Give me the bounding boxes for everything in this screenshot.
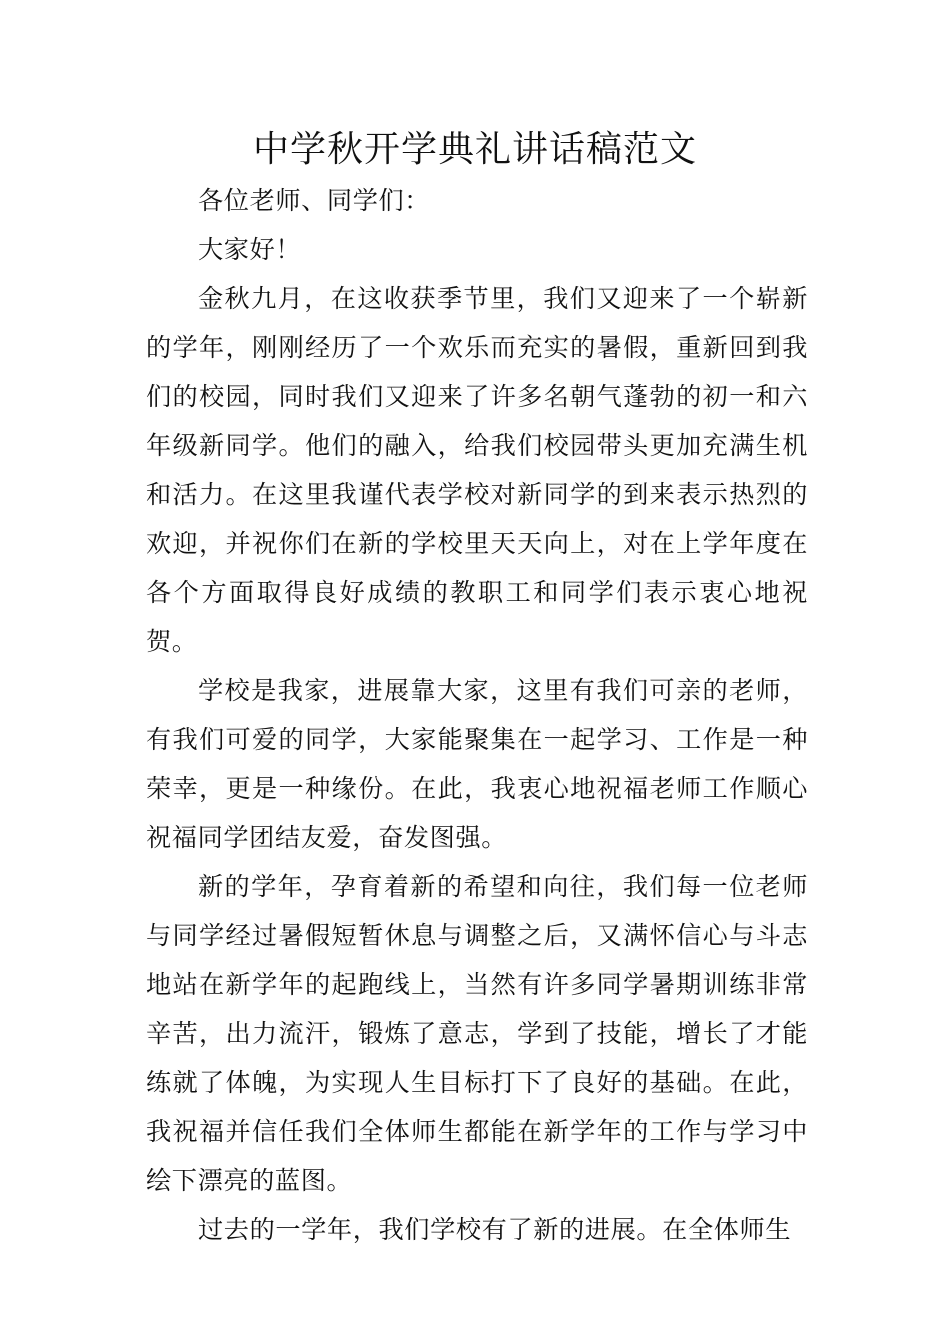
greeting: 大家好！	[198, 235, 302, 264]
paragraph: 新的学年，孕育着新的希望和向往，我们每一位老师与同学经过暑假短暂休息与调整之后，又满怀信心与斗志地站在新学年的起跑线上，当然有许多同学暑期训练非常辛苦，出力流汗，锻炼了意志，学到了技能，增长了才能练就了体魄，为实现人生目标打下了良好的基础。在此，我祝福并信任我们全体师生都能在新学年的工作与学习中绘下漂亮的蓝图。	[146, 872, 808, 1195]
document-title: 中学秋开学典礼讲话稿范文	[252, 129, 697, 170]
document-body	[146, 176, 808, 1254]
paragraph: 金秋九月，在这收获季节里，我们又迎来了一个崭新的学年，刚刚经历了一个欢乐而充实的暑假，重新回到我们的校园，同时我们又迎来了许多名朝气蓬勃的初一和六年级新同学。他们的融入，给我们校园带头更加充满生机和活力。在这里我谨代表学校对新同学的到来表示热烈的欢迎，并祝你们在新的学校里天天向上，对在上学年度在各个方面取得良好成绩的教职工和同学们表示衷心地祝贺。	[146, 284, 808, 656]
salutation: 各位老师、同学们：	[198, 186, 431, 215]
paragraph: 学校是我家，进展靠大家，这里有我们可亲的老师，有我们可爱的同学，大家能聚集在一起学习、工作是一种荣幸，更是一种缘份。在此，我衷心地祝福老师工作顺心祝福同学团结友爱，奋发图强。	[146, 676, 808, 852]
paragraph: 过去的一学年，我们学校有了新的进展。在全体师生	[198, 1215, 792, 1244]
